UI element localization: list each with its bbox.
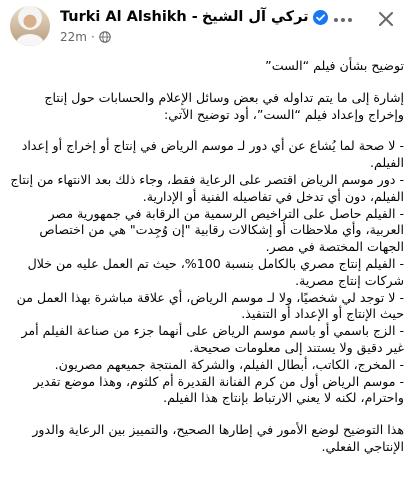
list-item: - الفيلم حاصل على التراخيص الرسمية من الرقابة في جمهورية مصر العربية، وأي ملاحظات أو إشكالات رقابية "إن وُجِدت" هي من اختصاص الجهات المختصة في مصر. bbox=[39, 205, 404, 255]
post-intro: إشارة إلى ما يتم تداوله في بعض وسائل الإعلام والحسابات حول إنتاج وإخراج وإعداد فيلم “الست”، أود توضيح الآتي: bbox=[44, 89, 404, 122]
meta-separator: · bbox=[90, 30, 95, 44]
post-header bbox=[0, 0, 413, 52]
author-name-en[interactable]: Turki Al Alshikh - bbox=[60, 9, 198, 25]
list-item: - لا توجد لي شخصيًا، ولا لـ موسم الرياض، أي علاقة مباشرة بهذا العمل من حيث الإنتاج أو الإعداد أو التنفيذ. bbox=[16, 289, 404, 322]
author-row bbox=[60, 6, 328, 28]
post-body bbox=[8, 58, 404, 471]
avatar[interactable] bbox=[10, 6, 50, 46]
post-timestamp[interactable]: 22m bbox=[60, 30, 87, 44]
list-item: - دور موسم الرياض اقتصر على الرعاية فقط، وجاء ذلك بعد الانتهاء من إنتاج الفيلم، دون أي تدخل في تفاصيله الفنية أو الإدارية. bbox=[10, 171, 404, 204]
globe-icon[interactable] bbox=[99, 31, 111, 43]
post-meta bbox=[60, 29, 111, 45]
author-name-ar[interactable]: تركي آل الشيخ bbox=[201, 9, 309, 25]
list-item: - المخرج، الكاتب، أبطال الفيلم، والشركة المنتجة جميعهم مصريون. bbox=[54, 356, 404, 372]
more-options-icon[interactable] bbox=[330, 10, 356, 30]
verified-badge-icon bbox=[313, 10, 328, 25]
post-items bbox=[8, 138, 404, 407]
post-closing: هذا التوضيح لوضع الأمور في إطارها الصحيح، والتمييز بين الرعاية والدور الإنتاجي الفعلي. bbox=[32, 422, 404, 454]
list-item: - موسم الرياض أول من كرم الفنانة القديرة أم كلثوم، وهذا موضع تقدير واحترام، لكنه لا يعني الارتباط بإنتاج هذا الفيلم. bbox=[33, 373, 404, 406]
close-icon[interactable] bbox=[373, 6, 399, 32]
list-item: - الزج باسمي أو باسم موسم الرياض على أنهما جزء من صناعة الفيلم أمر غير دقيق ولا يستند إلى معلومات صحيحة. bbox=[21, 323, 404, 355]
list-item: - لا صحة لما يُشاع عن أي دور لـ موسم الرياض في إنتاج أو إخراج أو إعداد الفيلم. bbox=[21, 138, 404, 171]
list-item: - الفيلم إنتاج مصري بالكامل بنسبة 100%، حيث تم العمل عليه من خلال شركات إنتاج مصرية. bbox=[27, 255, 404, 288]
post-title: توضيح بشأن فيلم “الست” bbox=[265, 58, 404, 73]
